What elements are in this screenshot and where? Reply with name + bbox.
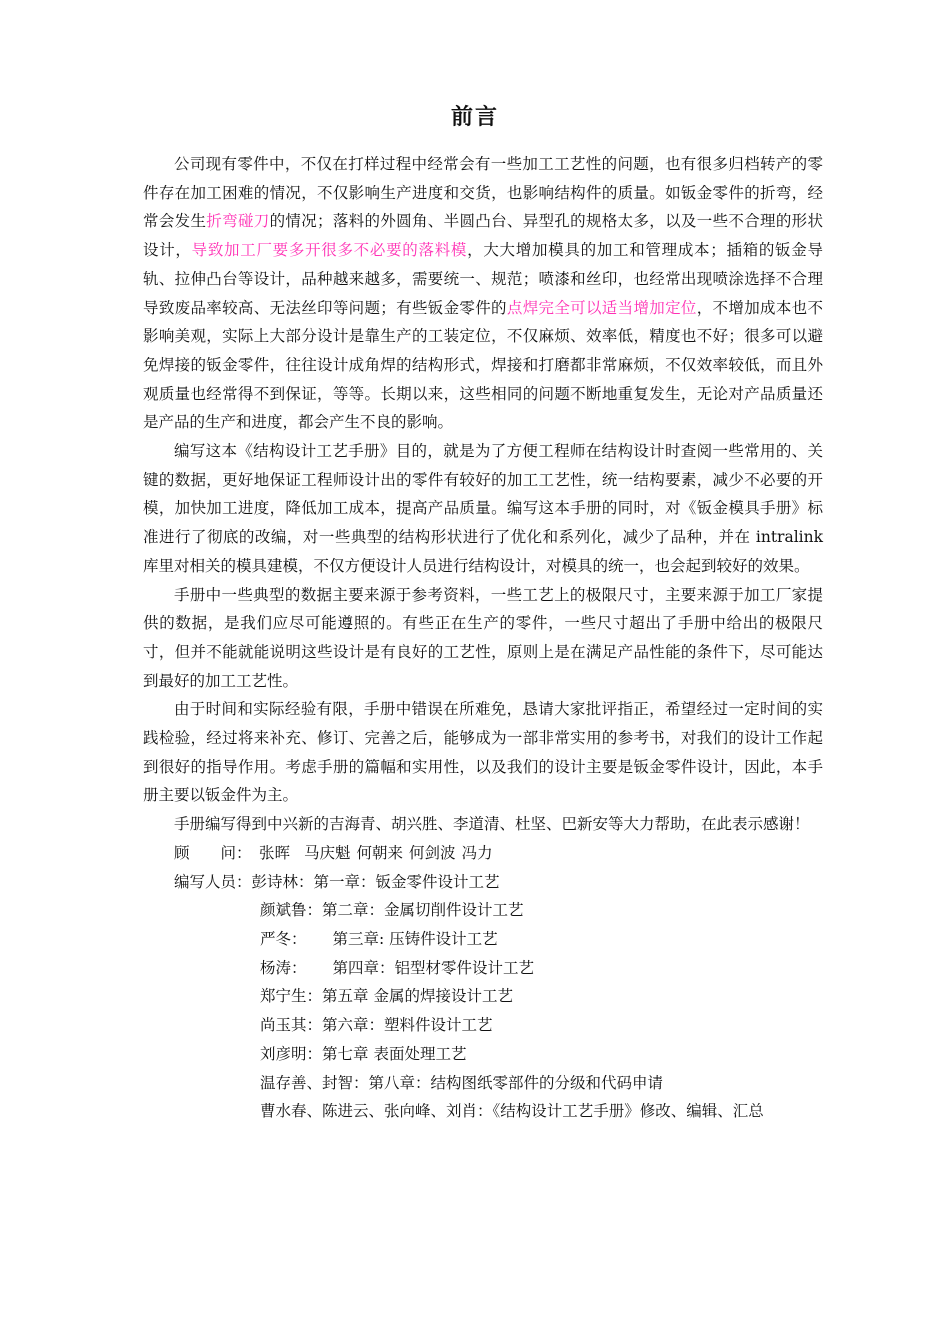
editor-name: 郑宁生： — [260, 987, 323, 1006]
editor-row — [143, 868, 823, 897]
paragraph-1-text-a: 公司现有零件中，不仅在打样过程中经常会有一些加工工艺性的问题，也有很多归档转产的零件存在加工困难的情况，不仅影响生产进度和交货，也影响结构件的质量。如钣金零件的折弯，经常会发生 — [143, 155, 823, 231]
editor-name: 刘彦明： — [260, 1044, 323, 1063]
paragraph-acknowledgement: 手册编写得到中兴新的吉海青、胡兴胜、李道清、杜坚、巴新安等大力帮助，在此表示感谢！ — [174, 815, 810, 834]
highlight-bending-collision: 折弯碰刀 — [206, 212, 270, 231]
editor-task: 第四章：铝型材零件设计工艺 — [332, 958, 535, 977]
paragraph-1-text-b: 的情况；落料的外圆角、半圆凸台、异型孔的规格太多，以及一些不合理的形状设计， — [143, 212, 823, 260]
paragraph-1-text-d: ，不增加成本也不影响美观，实际上大部分设计是靠生产的工装定位，不仅麻烦、效率低，精度也不好；很多可以避免焊接的钣金零件，往往设计成角焊的结构形式，焊接和打磨都非常麻烦，不仅效率较低，而且外观质量也经常得不到保证，等等。长期以来，这些相同的问题不断地重复发生，无论对产品质量还是产品的生产和进度，都会产生不良的影响。 — [143, 298, 823, 432]
editor-task: 第三章: 压铸件设计工艺 — [332, 929, 498, 948]
paragraph-2: 编写这本《结构设计工艺手册》目的，就是为了方便工程师在结构设计时查阅一些常用的、关键的数据，更好地保证工程师设计出的零件有较好的加工工艺性，统一结构要素，减少不必要的开模，加快加工进度，降低加工成本，提高产品质量。编写这本手册的同时，对《钣金模具手册》标准进行了彻底的改编，对一些典型的结构形状进行了优化和系列化，减少了品种，并在 intralink 库里对相关的模具建模，不仅方便设计人员进行结构设计，对模具的统一，也会起到较好的效果。 — [143, 442, 823, 575]
editor-name: 曹水春、陈进云、张向峰、刘肖： — [260, 1102, 493, 1121]
editor-task: 第七章 表面处理工艺 — [322, 1044, 467, 1063]
editor-task: 第五章 金属的焊接设计工艺 — [322, 987, 513, 1006]
editor-name: 颜斌鲁： — [260, 901, 323, 920]
editor-row — [143, 925, 823, 954]
document-body — [143, 150, 823, 1126]
highlight-spot-weld-positioning: 点焊完全可以适当增加定位 — [506, 298, 697, 317]
advisors-label: 顾 问： — [174, 843, 252, 862]
paragraph-4: 由于时间和实际经验有限，手册中错误在所难免，恳请大家批评指正，希望经过一定时间的实践检验，经过将来补充、修订、完善之后，能够成为一部非常实用的参考书，对我们的设计工作起到很好的指导作用。考虑手册的篇幅和实用性，以及我们的设计主要是钣金零件设计，因此，本手册主要以钣金件为主。 — [143, 700, 823, 805]
advisor-name: 张晖 — [259, 843, 291, 862]
editor-row — [143, 1097, 823, 1126]
editor-name: 严冬： — [260, 929, 307, 948]
editor-name: 杨涛： — [260, 958, 307, 977]
editors-label: 编写人员： — [174, 872, 252, 891]
editor-task: 第八章：结构图纸零部件的分级和代码申请 — [368, 1073, 664, 1092]
advisor-name: 何剑波 — [409, 843, 456, 862]
advisor-name: 何朝来 — [356, 843, 404, 862]
editor-name: 温存善、封智： — [260, 1073, 369, 1092]
advisor-name: 马庆魁 — [304, 843, 351, 862]
editor-row — [143, 1040, 823, 1069]
editor-task: 第六章：塑料件设计工艺 — [322, 1016, 493, 1035]
editor-task: 第一章：钣金零件设计工艺 — [313, 872, 500, 891]
editor-row — [143, 1011, 823, 1040]
editor-row — [143, 954, 823, 983]
paragraph-1-text-c: ，大大增加模具的加工和管理成本；插箱的钣金导轨、拉伸凸台等设计，品种越来越多，需要统一、规范；喷漆和丝印，也经常出现喷涂选择不合理导致废品率较高、无法丝印等问题；有些钣金零件的 — [143, 241, 823, 317]
advisor-name: 冯力 — [461, 843, 493, 862]
page-title: 前言 — [450, 105, 499, 130]
editor-row — [143, 1069, 823, 1098]
highlight-blanking-dies: 导致加工厂要多开很多不必要的落料模 — [191, 241, 468, 260]
paragraph-3: 手册中一些典型的数据主要来源于参考资料，一些工艺上的极限尺寸，主要来源于加工厂家提供的数据，是我们应尽可能遵照的。有些正在生产的零件，一些尺寸超出了手册中给出的极限尺寸，但并不能就能说明这些设计是有良好的工艺性，原则上是在满足产品性能的条件下，尽可能达到最好的加工工艺性。 — [143, 585, 823, 690]
advisors-row — [143, 839, 823, 868]
paragraph-1 — [143, 150, 823, 437]
editor-name: 尚玉其： — [260, 1016, 323, 1035]
editor-name: 彭诗林： — [251, 872, 314, 891]
editor-row — [143, 896, 823, 925]
editor-task: 第二章：金属切削件设计工艺 — [322, 901, 524, 920]
editor-task: 《结构设计工艺手册》修改、编辑、汇总 — [492, 1102, 764, 1121]
editor-row — [143, 982, 823, 1011]
